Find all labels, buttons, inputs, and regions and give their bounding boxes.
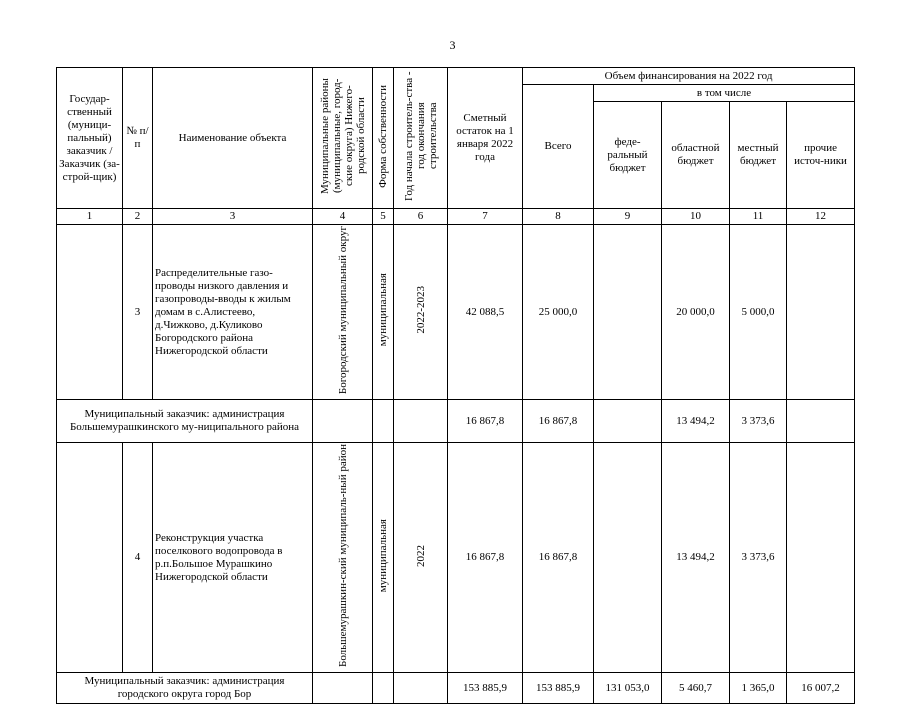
years-text: 2022 [414, 544, 427, 567]
total-value: 153 885,9 [523, 673, 594, 704]
header-years [394, 68, 448, 209]
years-text: 2022-2023 [414, 286, 427, 334]
header-funding: Объем финансирования на 2022 год [523, 68, 855, 85]
header-regional: областной бюджет [662, 102, 730, 209]
table-row [57, 225, 855, 400]
remainder-value: 16 867,8 [448, 443, 523, 673]
regional-value: 20 000,0 [662, 225, 730, 400]
header-federal: феде-ральный бюджет [594, 102, 662, 209]
empty-cell [394, 400, 448, 443]
header-districts-text: Муниципальные районы (муниципальные, город-ские округа) Нижего-родской области [318, 78, 367, 194]
total-value: 16 867,8 [523, 443, 594, 673]
group-row [57, 400, 855, 443]
empty-cell [394, 673, 448, 704]
column-number: 9 [594, 209, 662, 225]
financing-table [56, 67, 855, 704]
local-value: 5 000,0 [730, 225, 787, 400]
empty-cell [313, 673, 373, 704]
header-customer: Государ-ственный (муници-пальный) заказчик / Заказчик (за-строй-щик) [57, 68, 123, 209]
object-name: Распределительные газо-проводы низкого давления и газопроводы-вводы к жилым домам в с.Алистеево, д.Чижково, д.Куликово Богородского района Нижегородской области [153, 225, 313, 400]
page-number: 3 [449, 38, 456, 52]
remainder-value: 153 885,9 [448, 673, 523, 704]
regional-value: 5 460,7 [662, 673, 730, 704]
district-cell [313, 443, 373, 673]
column-number: 12 [787, 209, 855, 225]
total-value: 16 867,8 [523, 400, 594, 443]
remainder-value: 16 867,8 [448, 400, 523, 443]
empty-cell [373, 400, 394, 443]
district-text: Большемурашкин-ский муниципаль-ный район [336, 444, 349, 668]
ownership-text: муниципальная [377, 518, 389, 593]
column-numbers-row [57, 209, 855, 225]
header-districts [313, 68, 373, 209]
customer-cell [57, 443, 123, 673]
column-number: 4 [313, 209, 373, 225]
group-row [57, 673, 855, 704]
empty-cell [373, 673, 394, 704]
federal-value [594, 225, 662, 400]
customer-cell [57, 225, 123, 400]
header-ownership [373, 68, 394, 209]
years-cell [394, 443, 448, 673]
other-value [787, 443, 855, 673]
years-cell [394, 225, 448, 400]
column-number: 10 [662, 209, 730, 225]
group-customer: Муниципальный заказчик: администрация городского округа город Бор [57, 673, 313, 704]
federal-value [594, 443, 662, 673]
federal-value [594, 400, 662, 443]
column-number: 5 [373, 209, 394, 225]
ownership-text: муниципальная [377, 273, 389, 347]
other-value [787, 400, 855, 443]
total-value: 25 000,0 [523, 225, 594, 400]
header-years-text: Год начала строитель-ства - год окончания строительства [402, 71, 439, 201]
remainder-value: 42 088,5 [448, 225, 523, 400]
regional-value: 13 494,2 [662, 443, 730, 673]
regional-value: 13 494,2 [662, 400, 730, 443]
other-value: 16 007,2 [787, 673, 855, 704]
empty-cell [313, 400, 373, 443]
federal-value: 131 053,0 [594, 673, 662, 704]
header-total: Всего [523, 85, 594, 209]
table-row [57, 443, 855, 673]
object-name: Реконструкция участка поселкового водопровода в р.п.Большое Мурашкино Нижегородской области [153, 443, 313, 673]
header-remainder: Сметный остаток на 1 января 2022 года [448, 68, 523, 209]
ownership-cell [373, 225, 394, 400]
column-number: 2 [123, 209, 153, 225]
group-customer: Муниципальный заказчик: администрация Большемурашкинского му-ниципального района [57, 400, 313, 443]
column-number: 1 [57, 209, 123, 225]
district-text: Богородский муниципальный округ [336, 226, 349, 395]
ownership-cell [373, 443, 394, 673]
column-number: 6 [394, 209, 448, 225]
column-number: 8 [523, 209, 594, 225]
header-ownership-text: Форма собственности [377, 84, 389, 188]
column-number: 11 [730, 209, 787, 225]
header-local: местный бюджет [730, 102, 787, 209]
header-other: прочие источ-ники [787, 102, 855, 209]
row-number: 3 [123, 225, 153, 400]
row-number: 4 [123, 443, 153, 673]
other-value [787, 225, 855, 400]
column-number: 3 [153, 209, 313, 225]
local-value: 3 373,6 [730, 443, 787, 673]
header-including: в том числе [594, 85, 855, 102]
district-cell [313, 225, 373, 400]
header-number: № п/п [123, 68, 153, 209]
header-object-name: Наименование объекта [153, 68, 313, 209]
column-number: 7 [448, 209, 523, 225]
local-value: 1 365,0 [730, 673, 787, 704]
local-value: 3 373,6 [730, 400, 787, 443]
